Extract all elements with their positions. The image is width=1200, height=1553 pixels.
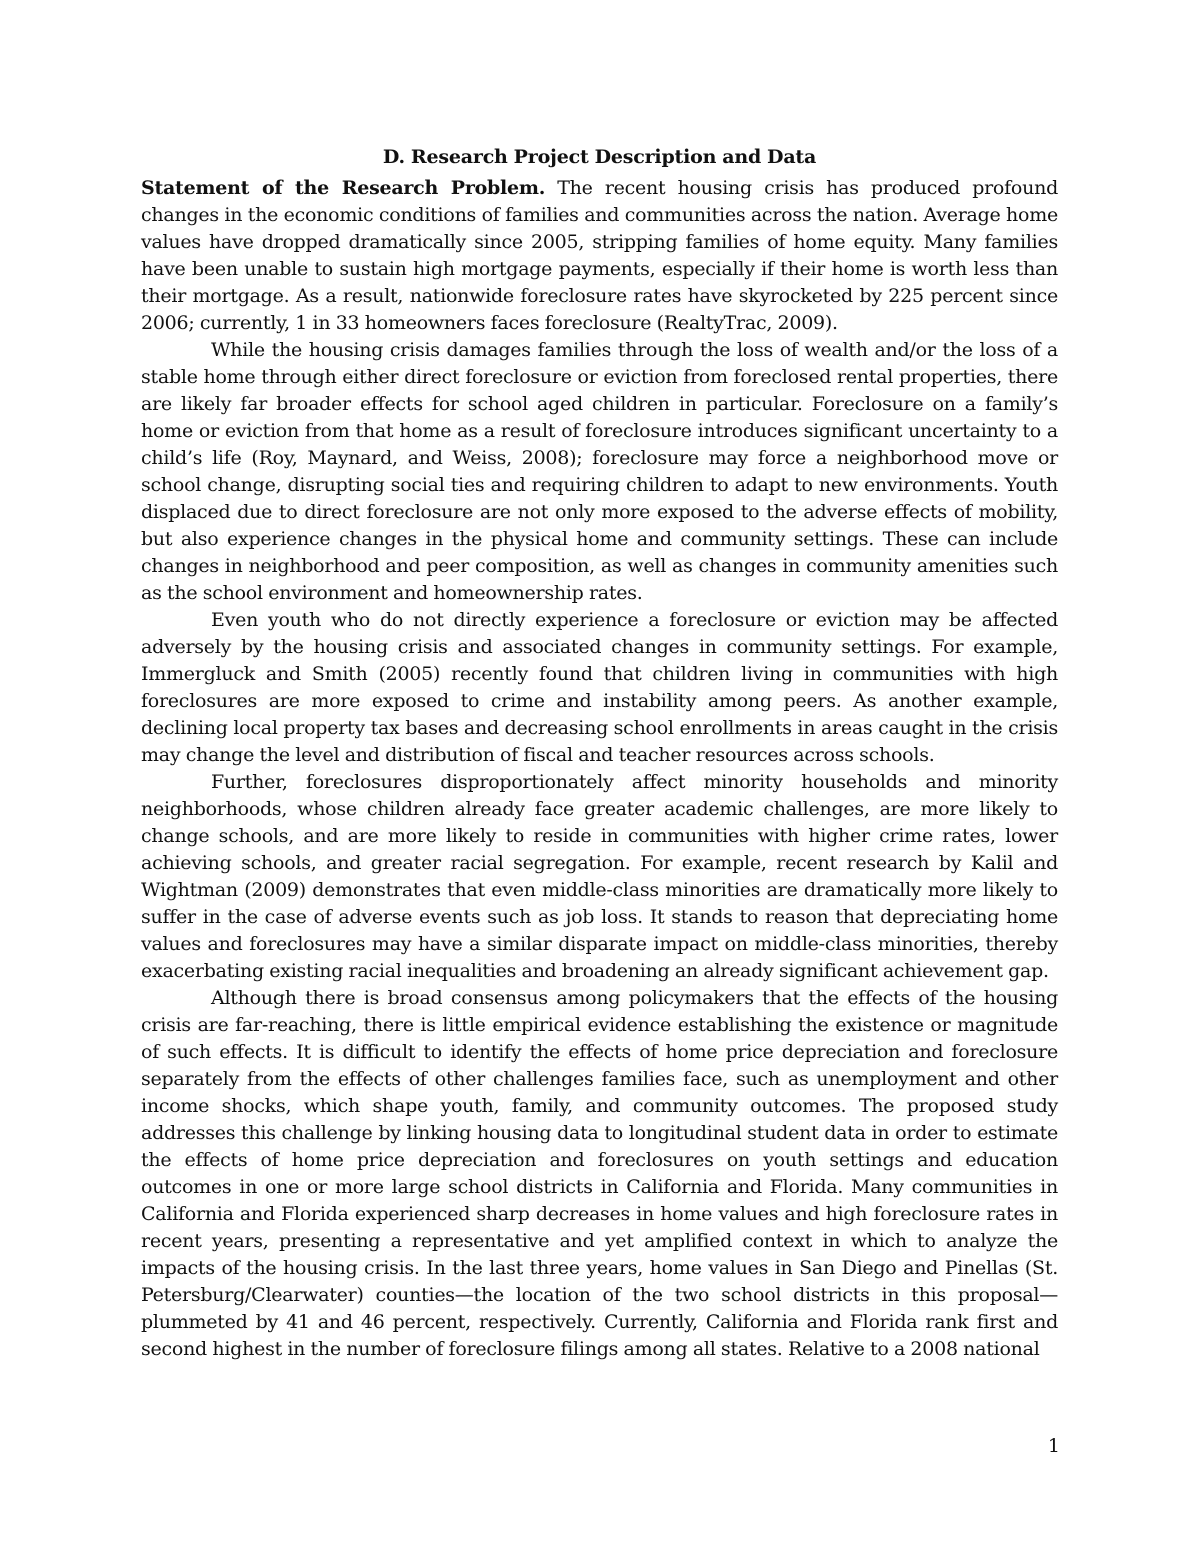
paragraph-minority-impact: Further, foreclosures disproportionately affect minority households and minority neighborhoods, whose children already face greater academic challenges, are more likely to change schools, and are more likely to reside in communities with higher crime rates, lower achieving schools, and greater racial segregation. For example, recent research by Kalil and Wightman (2009) demonstrates that even middle-class minorities are dramatically more likely to suffer in the case of adverse events such as job loss. It stands to reason that depreciating home values and foreclosures may have a similar disparate impact on middle-class minorities, thereby exacerbating existing racial inequalities and broadening an already significant achievement gap. — [141, 771, 1058, 982]
paragraph-indirect-effects: Even youth who do not directly experience a foreclosure or eviction may be affected adversely by the housing crisis and associated changes in community settings. For example, Immergluck and Smith (2005) recently found that children living in communities with high foreclosures are more exposed to crime and instability among peers. As another example, declining local property tax bases and decreasing school enrollments in areas caught in the crisis may change the level and distribution of fiscal and teacher resources across schools. — [141, 609, 1058, 766]
document-body — [141, 144, 1058, 1363]
paragraph-lead-heading: Statement of the Research Problem. — [141, 177, 546, 199]
paragraph-housing-crisis-effects: While the housing crisis damages families through the loss of wealth and/or the loss of a stable home through either direct foreclosure or eviction from foreclosed rental properties, there are likely far broader effects for school aged children in particular. Foreclosure on a family’s home or eviction from that home as a result of foreclosure introduces significant uncertainty to a child’s life (Roy, Maynard, and Weiss, 2008); foreclosure may force a neighborhood move or school change, disrupting social ties and requiring children to adapt to new environments. Youth displaced due to direct foreclosure are not only more exposed to the adverse effects of mobility, but also experience changes in the physical home and community settings. These can include changes in neighborhood and peer composition, as well as changes in community amenities such as the school environment and homeownership rates. — [141, 339, 1058, 604]
page-number: 1 — [1047, 1435, 1060, 1457]
document-title: D. Research Project Description and Data — [382, 146, 817, 168]
paragraph-empirical-evidence: Although there is broad consensus among policymakers that the effects of the housing crisis are far-reaching, there is little empirical evidence establishing the existence or magnitude of such effects. It is difficult to identify the effects of home price depreciation and foreclosure separately from the effects of other challenges families face, such as unemployment and other income shocks, which shape youth, family, and community outcomes. The proposed study addresses this challenge by linking housing data to longitudinal student data in order to estimate the effects of home price depreciation and foreclosures on youth settings and education outcomes in one or more large school districts in California and Florida. Many communities in California and Florida experienced sharp decreases in home values and high foreclosure rates in recent years, presenting a representative and yet amplified context in which to analyze the impacts of the housing crisis. In the last three years, home values in San Diego and Pinellas (St. Petersburg/Clearwater) counties—the location of the two school districts in this proposal—plummeted by 41 and 46 percent, respectively. Currently, California and Florida rank first and second highest in the number of foreclosure filings among all states. Relative to a 2008 national — [141, 987, 1058, 1360]
paragraph-text: The recent housing crisis has produced profound changes in the economic conditions of families and communities across the nation. Average home values have dropped dramatically since 2005, stripping families of home equity. Many families have been unable to sustain high mortgage payments, especially if their home is worth less than their mortgage. As a result, nationwide foreclosure rates have skyrocketed by 225 percent since 2006; currently, 1 in 33 homeowners faces foreclosure (RealtyTrac, 2009). — [141, 177, 1058, 334]
paragraph-research-problem — [141, 175, 1058, 337]
